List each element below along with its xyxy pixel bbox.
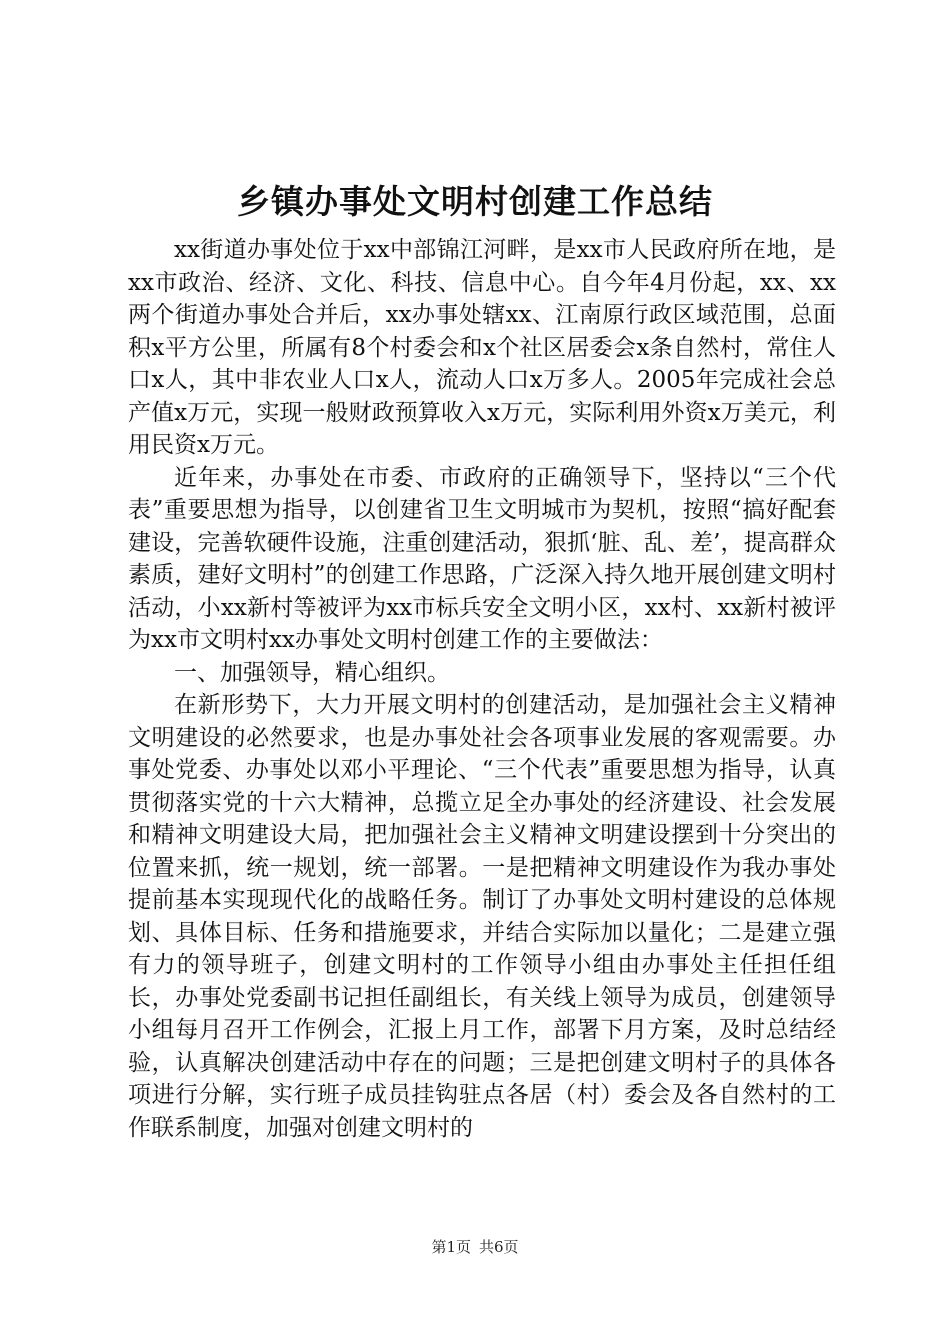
paragraph-overview: 近年来，办事处在市委、市政府的正确领导下，坚持以“三个代表”重要思想为指导，以创建省卫生文明城市为契机，按照“搞好配套建设，完善软硬件设施，注重创建活动，狠抓‘脏、乱、差’，提高群众素质，建好文明村”的创建工作思路，广泛深入持久地开展创建文明村活动，小xx新村等被评为xx市标兵安全文明小区，xx村、xx新村被评为xx市文明村xx办事处文明村创建工作的主要做法： xyxy=(128,464,836,653)
paragraph-intro: xx街道办事处位于xx中部锦江河畔，是xx市人民政府所在地，是xx市政治、经济、文化、科技、信息中心。自今年4月份起，xx、xx两个街道办事处合并后，xx办事处辖xx、江南原行政区域范围，总面积x平方公里，所属有8个村委会和x个社区居委会x条自然村，常住人口x人，其中非农业人口x人，流动人口x万多人。2005年完成社会总产值x万元，实现一般财政预算收入x万元，实际利用外资x万美元，利用民资x万元。 xyxy=(128,237,836,458)
page-number: 第1页 xyxy=(431,1238,471,1256)
page-footer xyxy=(0,1237,950,1257)
section-heading: 一、加强领导，精心组织。 xyxy=(174,659,450,686)
page-total: 共6页 xyxy=(479,1238,519,1256)
paragraph-leadership: 在新形势下，大力开展文明村的创建活动，是加强社会主义精神文明建设的必然要求，也是办事处社会各项事业发展的客观需要。办事处党委、办事处以邓小平理论、“三个代表”重要思想为指导，认真贯彻落实党的十六大精神，总揽立足全办事处的经济建设、社会发展和精神文明建设大局，把加强社会主义精神文明建设摆到十分突出的位置来抓，统一规划，统一部署。一是把精神文明建设作为我办事处提前基本实现现代化的战略任务。制订了办事处文明村建设的总体规划、具体目标、任务和措施要求，并结合实际加以量化；二是建立强有力的领导班子，创建文明村的工作领导小组由办事处主任担任组长，办事处党委副书记担任副组长，有关线上领导为成员，创建领导小组每月召开工作例会，汇报上月工作，部署下月方案，及时总结经验，认真解决创建活动中存在的问题；三是把创建文明村子的具体各项进行分解，实行班子成员挂钩驻点各居（村）委会及各自然村的工作联系制度，加强对创建文明村的 xyxy=(128,692,836,1141)
document-body xyxy=(128,234,836,1144)
document-title: 乡镇办事处文明村创建工作总结 xyxy=(237,182,713,221)
